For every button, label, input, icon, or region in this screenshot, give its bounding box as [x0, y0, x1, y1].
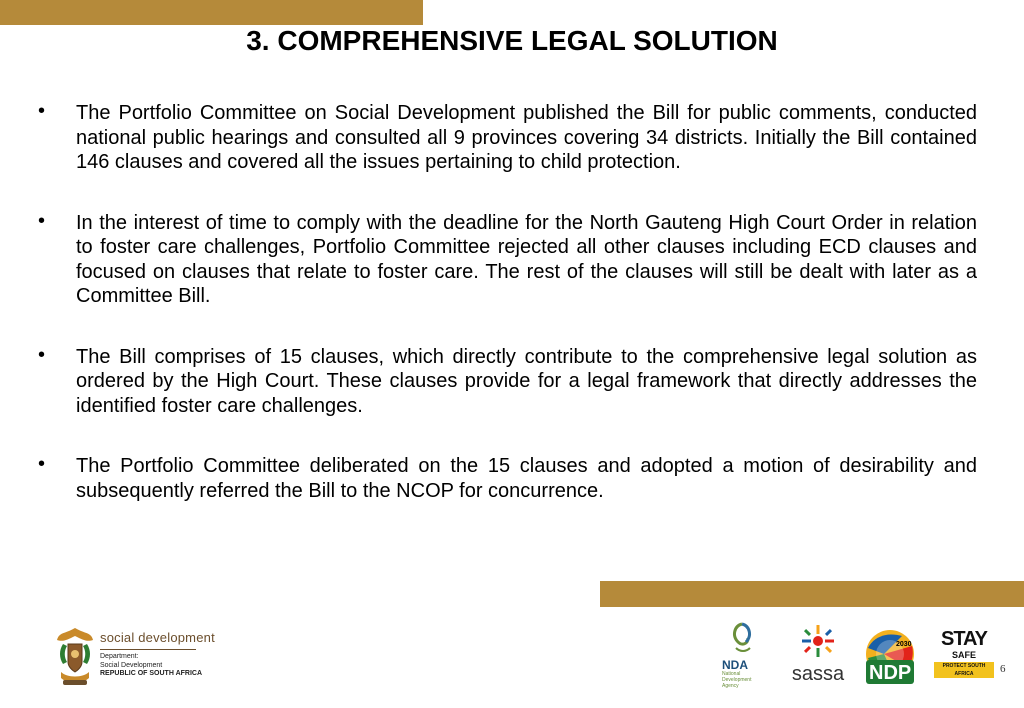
bullet-text: The Portfolio Committee on Social Development published the Bill for public comments, conducted national public hearings and consulted all 9 provinces covering 34 districts. Initially the Bill contained 146 clauses and covered all the issues pertaining to child protection.	[76, 102, 977, 173]
bullet-item	[32, 101, 977, 175]
nda-name: NDA	[722, 658, 748, 672]
ndp-logo	[864, 628, 916, 688]
bullet-icon: •	[38, 453, 46, 475]
department-logo	[100, 630, 215, 679]
bullet-item	[32, 345, 977, 419]
nda-sub-2: Development	[722, 677, 752, 683]
stay-word: STAY	[940, 628, 988, 650]
top-accent-band	[0, 0, 423, 25]
sassa-logo	[788, 624, 848, 690]
bullet-text: The Portfolio Committee deliberated on the 15 clauses and adopted a motion of desirability and subsequently referred the Bill to the NCOP for concurrence.	[76, 455, 977, 502]
department-line-1: Department:	[100, 653, 139, 660]
sassa-burst-icon	[801, 624, 835, 658]
nda-swirl-icon	[722, 620, 762, 654]
ndp-year: 2030	[896, 641, 912, 648]
department-name: social development	[100, 630, 215, 645]
department-divider	[100, 649, 196, 650]
bullet-text: The Bill comprises of 15 clauses, which directly contribute to the comprehensive legal solution as ordered by the High Court. These clauses provide for a legal framework that directly addresses the identified foster care challenges.	[76, 345, 977, 417]
stay-safe-tagline: PROTECT SOUTH AFRICA	[934, 662, 994, 678]
page-number: 6	[1000, 663, 1006, 675]
bottom-accent-band	[600, 581, 1024, 607]
bullet-item	[32, 454, 977, 503]
stay-safe-logo	[934, 628, 994, 688]
bullet-icon: •	[38, 343, 46, 366]
coat-of-arms-icon	[55, 626, 95, 688]
nda-sub-3: Agency	[722, 683, 739, 689]
slide-title: 3. COMPREHENSIVE LEGAL SOLUTION	[246, 25, 778, 56]
nda-sub-1: National	[722, 671, 741, 677]
nda-logo	[722, 620, 762, 692]
bullet-icon: •	[38, 209, 46, 232]
sassa-name: sassa	[791, 663, 845, 685]
safe-word: SAFE	[951, 650, 976, 660]
bullet-list	[32, 101, 977, 539]
bullet-text: In the interest of time to comply with the deadline for the North Gauteng High Court Order in relation to foster care challenges, Portfolio Committee rejected all other clauses including ECD clauses and focused on clauses that relate to foster care. The rest of the clauses will still be dealt with later as a Committee Bill.	[76, 211, 977, 307]
ndp-name: NDP	[869, 662, 912, 684]
bullet-item	[32, 211, 977, 309]
department-line-2: Social Development	[100, 661, 163, 669]
department-line-3: REPUBLIC OF SOUTH AFRICA	[100, 670, 203, 677]
bullet-icon: •	[38, 100, 46, 122]
